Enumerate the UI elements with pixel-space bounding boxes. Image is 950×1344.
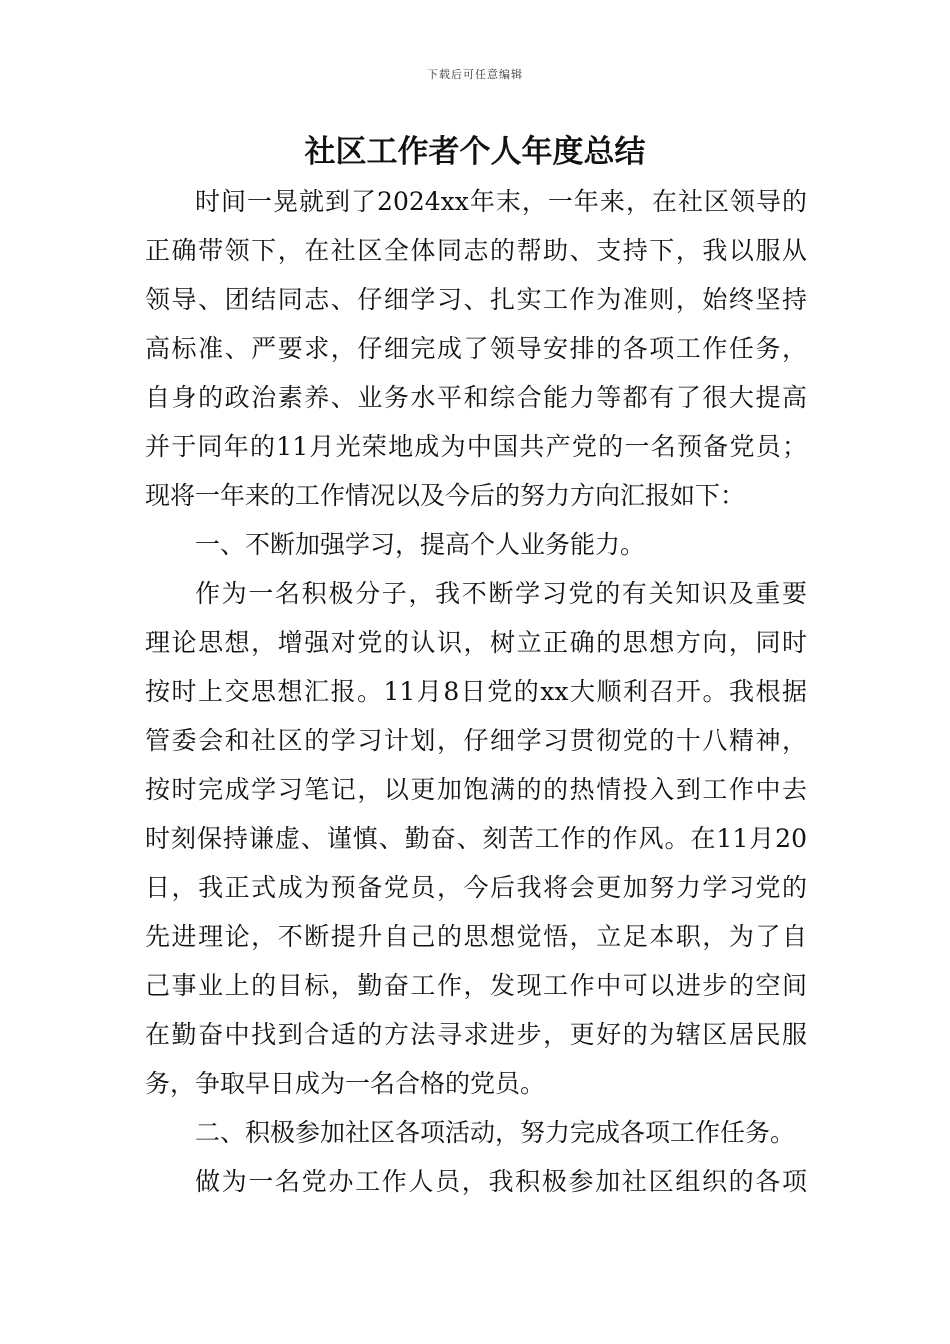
paragraph-line: 正确带领下，在社区全体同志的帮助、支持下，我以服从 [145,236,807,265]
paragraph-line: 现将一年来的工作情况以及今后的努力方向汇报如下： [145,481,746,510]
paragraph-line: 并于同年的11月光荣地成为中国共产党的一名预备党员； [145,432,807,461]
paragraph-line: 按时上交思想汇报。11月8日党的xx大顺利召开。我根据 [145,677,807,706]
paragraph-line: 管委会和社区的学习计划，仔细学习贯彻党的十八精神， [145,726,807,755]
paragraph-line: 高标准、严要求，仔细完成了领导安排的各项工作任务， [145,334,807,363]
section-heading: 二、积极参加社区各项活动，努力完成各项工作任务。 [195,1118,796,1147]
paragraph-line: 领导、团结同志、仔细学习、扎实工作为准则，始终坚持 [145,285,807,314]
document-body [145,177,807,1206]
header-note: 下载后可任意编辑 [427,68,523,81]
paragraph-line: 作为一名积极分子，我不断学习党的有关知识及重要 [195,579,807,608]
paragraph-line: 时间一晃就到了2024xx年末，一年来，在社区领导的 [195,187,807,216]
paragraph-line: 先进理论，不断提升自己的思想觉悟，立足本职，为了自 [145,922,807,951]
paragraph-line: 务，争取早日成为一名合格的党员。 [145,1069,546,1098]
paragraph-line: 在勤奋中找到合适的方法寻求进步，更好的为辖区居民服 [145,1020,807,1049]
paragraph-line: 理论思想，增强对党的认识，树立正确的思想方向，同时 [145,628,807,657]
paragraph-line: 按时完成学习笔记，以更加饱满的的热情投入到工作中去 [145,775,807,804]
paragraph-line: 做为一名党办工作人员，我积极参加社区组织的各项 [195,1167,807,1196]
paragraph-line: 时刻保持谦虚、谨慎、勤奋、刻苦工作的作风。在11月20 [145,824,807,853]
document-title: 社区工作者个人年度总结 [304,134,646,170]
paragraph-line: 日，我正式成为预备党员，今后我将会更加努力学习党的 [145,873,807,902]
paragraph-line: 自身的政治素养、业务水平和综合能力等都有了很大提高 [145,383,807,412]
section-heading: 一、不断加强学习，提高个人业务能力。 [195,530,646,559]
paragraph-line: 己事业上的目标，勤奋工作，发现工作中可以进步的空间 [145,971,807,1000]
